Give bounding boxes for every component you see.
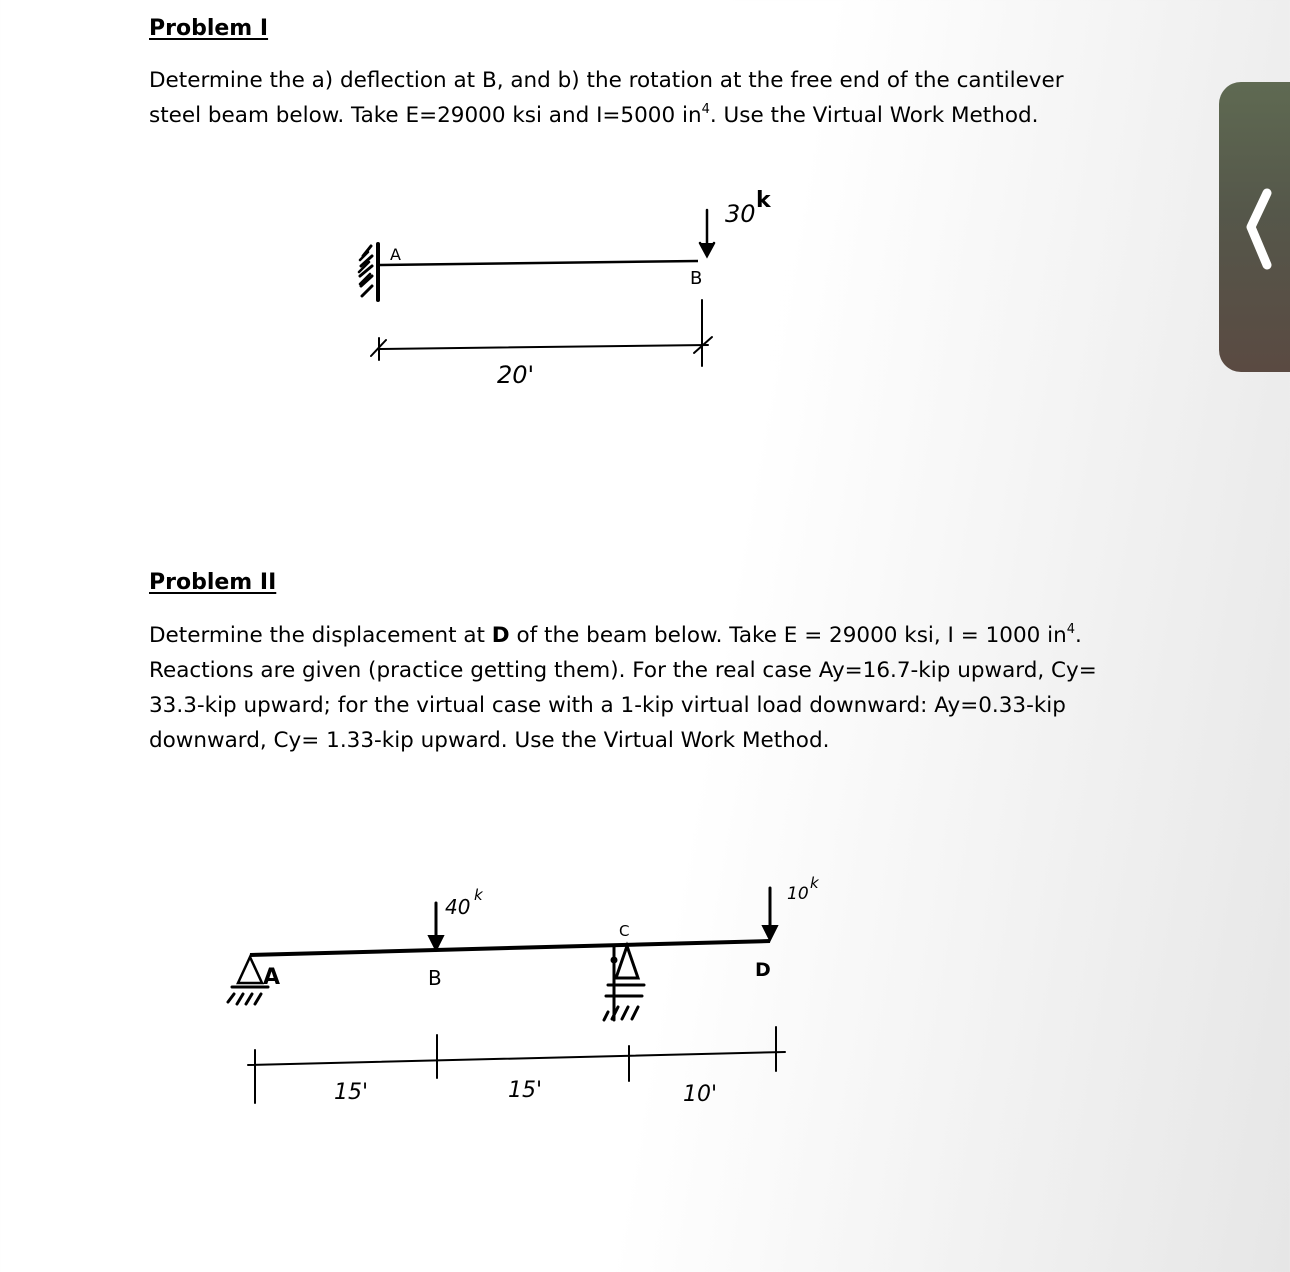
label-d: D bbox=[755, 959, 771, 981]
problem-2-exponent: 4 bbox=[1066, 622, 1076, 637]
problem-1-line-1: Determine the a) deflection at B, and b) the rotation at the free end of the cantilever bbox=[149, 68, 1064, 93]
chevron-left-icon bbox=[1237, 185, 1281, 275]
load-d-value: 10 bbox=[787, 884, 809, 904]
problem-2-line-1-b: of the beam below. Take E = 29000 ksi, I = 1000 in bbox=[509, 623, 1067, 648]
problem-2-point-d: D bbox=[491, 623, 510, 648]
span-label-bc: 15' bbox=[508, 1078, 543, 1103]
load-value-30: 30 bbox=[725, 200, 756, 228]
side-panel-tab[interactable] bbox=[1219, 82, 1290, 372]
problem-2-line-3: 33.3-kip upward; for the virtual case with a 1-kip virtual load downward: Ay=0.33-kip bbox=[149, 693, 1066, 718]
span-label-ab: 15' bbox=[334, 1080, 369, 1105]
problem-1-exponent: 4 bbox=[701, 102, 710, 117]
problem-1-line-2-a: steel beam below. Take E=29000 ksi and I=5000 in bbox=[149, 103, 702, 128]
span-label-cd: 10' bbox=[683, 1082, 718, 1107]
label-b: B bbox=[428, 966, 442, 990]
problem-2-line-4: downward, Cy= 1.33-kip upward. Use the Virtual Work Method. bbox=[149, 728, 830, 753]
pin-support-a bbox=[228, 957, 268, 1004]
load-arrow-10k bbox=[763, 888, 777, 940]
label-a: A bbox=[263, 965, 281, 990]
problem-2-line-2: Reactions are given (practice getting them). For the real case Ay=16.7-kip upward, Cy= bbox=[149, 658, 1097, 683]
load-d-unit: k bbox=[810, 874, 819, 892]
problem-1-heading: Problem I bbox=[149, 16, 269, 41]
label-b: B bbox=[690, 268, 703, 289]
label-c: C bbox=[619, 922, 630, 940]
problem-2-line-1-c: . bbox=[1075, 623, 1082, 648]
problem-2-line-1-a: Determine the displacement at bbox=[149, 623, 492, 648]
problem-2-heading: Problem II bbox=[149, 570, 277, 595]
load-arrow-40k bbox=[429, 903, 443, 950]
load-unit-k: k bbox=[756, 188, 771, 213]
overhang-beam bbox=[250, 941, 770, 955]
label-a: A bbox=[390, 245, 401, 264]
roller-support-c bbox=[604, 946, 644, 1020]
load-b-unit: k bbox=[474, 886, 483, 904]
span-label-20: 20' bbox=[497, 361, 535, 389]
load-b-value: 40 bbox=[445, 895, 471, 919]
problem-1-line-2-b: . Use the Virtual Work Method. bbox=[709, 103, 1039, 128]
